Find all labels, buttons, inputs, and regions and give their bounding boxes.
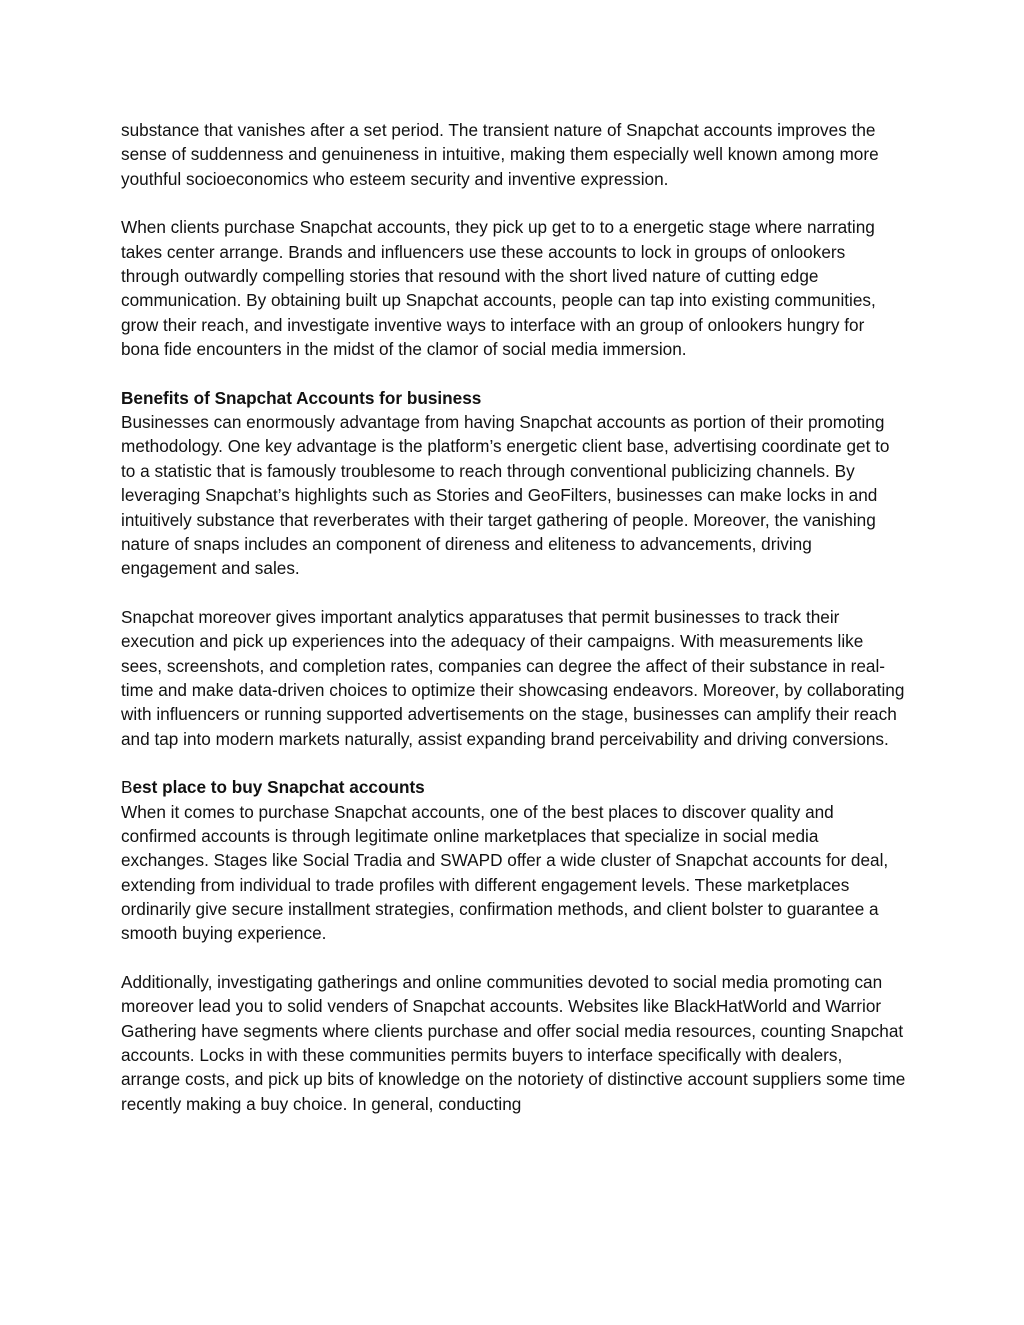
paragraph-best-place-communities: Additionally, investigating gatherings and online communities devoted to social media promoting can moreover lead you to solid venders of Snapchat accounts. Websites like BlackHatWorld and Warrior Gathering have segments where clients purchase and offer social media resources, counting Snapchat accounts. Locks in with these communities permits buyers to interface specifically with dealers, arrange costs, and pick up bits of knowledge on the notoriety of distinctive account suppliers some time recently making a buy choice. In general, conducting: [121, 972, 906, 1114]
heading-best-place: [121, 775, 906, 799]
paragraph-best-place-marketplaces: When it comes to purchase Snapchat accounts, one of the best places to discover quality and confirmed accounts is through legitimate online marketplaces that specialize in social media exchanges. Stages like Social Tradia and SWAPD offer a wide cluster of Snapchat accounts for deal, extending from individual to trade profiles with different engagement levels. These marketplaces ordinarily give secure installment strategies, confirmation methods, and client bolster to guarantee a smooth buying experience.: [121, 801, 889, 944]
paragraph-benefits-analytics: Snapchat moreover gives important analytics apparatuses that permit businesses to track their execution and pick up experiences into the adequacy of their campaigns. With measurements like sees, screenshots, and completion rates, companies can degree the affect of their substance in real-time and make data-driven choices to optimize their showcasing endeavors. Moreover, by collaborating with influencers or running supported advertisements on the stage, businesses can amplify their reach and tap into modern markets naturally, assist expanding brand perceivability and driving conversions.: [121, 606, 905, 749]
section-benefits: [121, 386, 906, 581]
paragraph-intro-continuation: substance that vanishes after a set period. The transient nature of Snapchat accounts improves the sense of suddenness and genuineness in intuitive, making them especially well known among more youthful socioeconomics who esteem security and inventive expression.: [121, 120, 879, 189]
heading-best-place-rest: est place to buy Snapchat accounts: [132, 777, 425, 798]
paragraph-benefits-1: Businesses can enormously advantage from having Snapchat accounts as portion of their promoting methodology. One key advantage is the platform’s energetic client base, advertising coordinate get to to a statistic that is famously troublesome to reach through conventional publicizing channels. By leveraging Snapchat’s highlights such as Stories and GeoFilters, businesses can make locks in and intuitively substance that reverberates with their target gathering of people. Moreover, the vanishing nature of snaps includes an component of direness and eliteness to advancements, driving engagement and sales.: [121, 412, 890, 579]
section-best-place: [121, 775, 906, 945]
document-body: [121, 118, 906, 1140]
heading-benefits: Benefits of Snapchat Accounts for business: [121, 387, 482, 408]
heading-best-place-first-letter: B: [121, 777, 133, 798]
paragraph-purchase-accounts: When clients purchase Snapchat accounts, they pick up get to to a energetic stage where narrating takes center arrange. Brands and influencers use these accounts to lock in groups of onlookers through outwardly compelling stories that resound with the short lived nature of cutting edge communication. By obtaining built up Snapchat accounts, people can tap into existing communities, grow their reach, and investigate inventive ways to interface with an group of onlookers hungry for bona fide encounters in the midst of the clamor of social media immersion.: [121, 217, 876, 360]
